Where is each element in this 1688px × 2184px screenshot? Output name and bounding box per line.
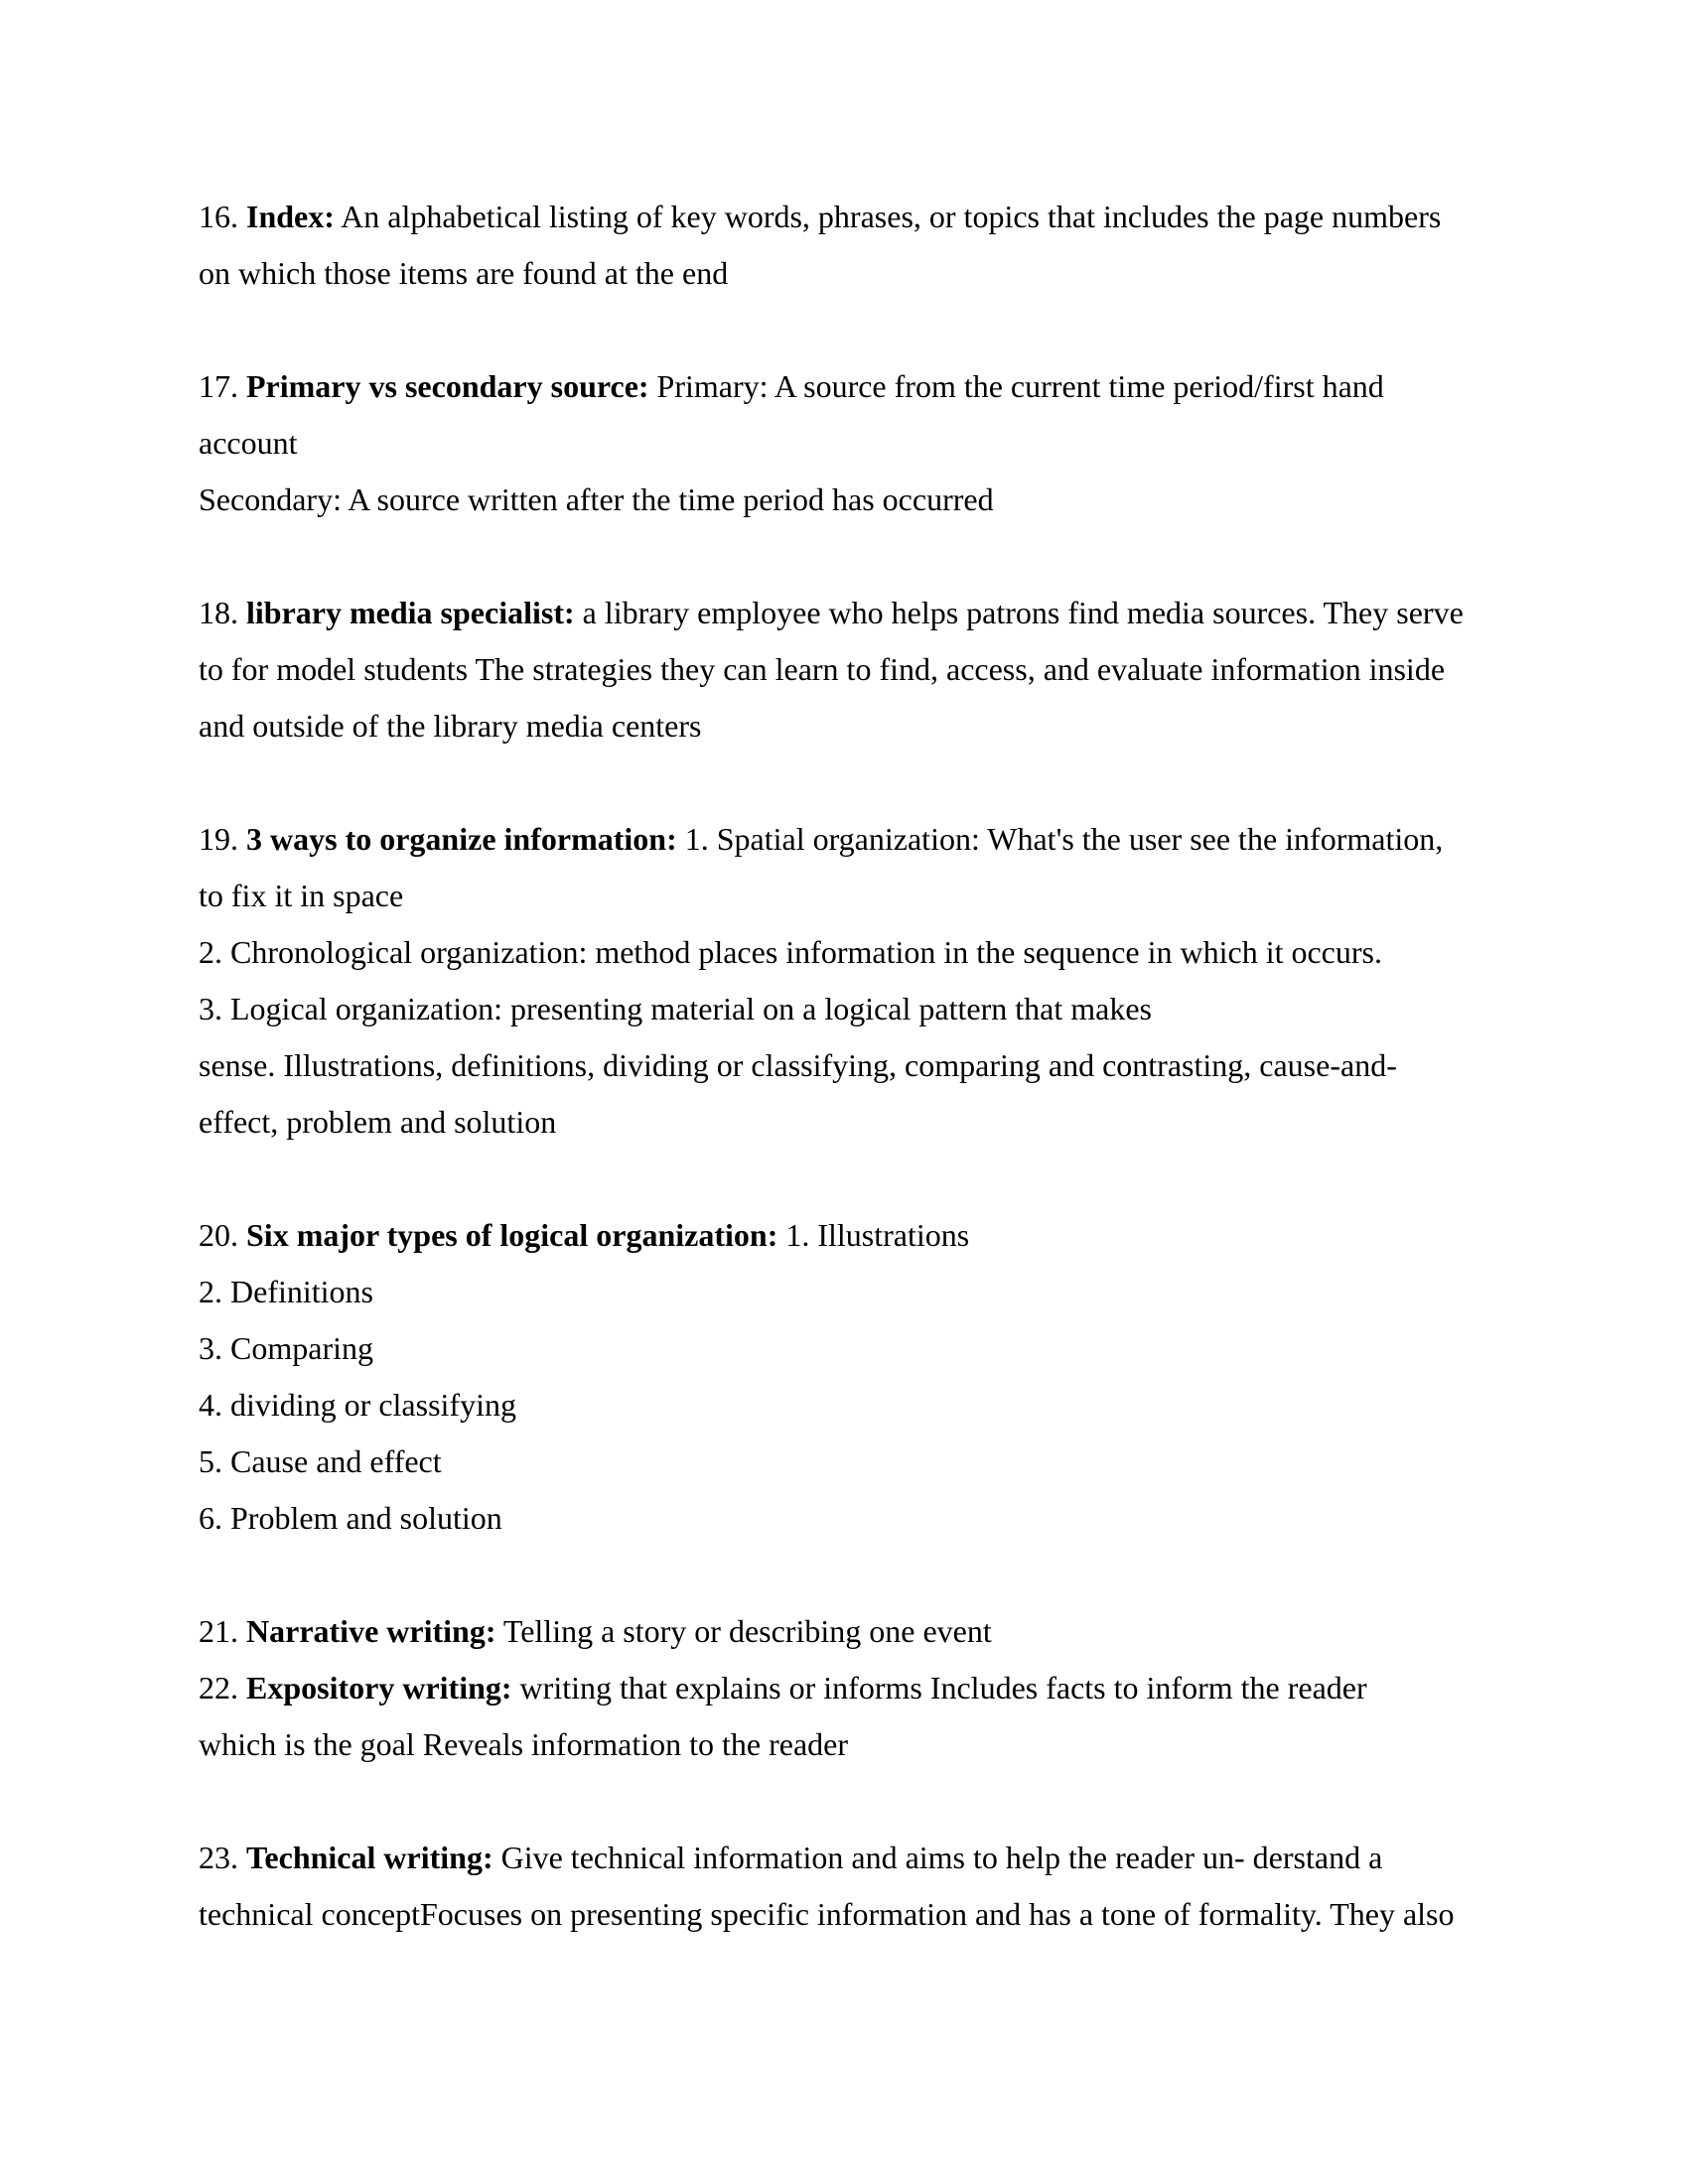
entry-text: 1. Illustrations — [777, 1217, 970, 1253]
entry-number: 17. — [199, 368, 238, 404]
entry-text: writing that explains or informs Includes facts to inform the reader — [511, 1670, 1367, 1706]
entry-19-line-4: 3. Logical organization: presenting material on a logical pattern that makes — [199, 991, 1152, 1026]
entry-19-line-6: effect, problem and solution — [199, 1104, 557, 1140]
entry-23-line-2: technical conceptFocuses on presenting specific information and has a tone of formality. They also — [199, 1896, 1455, 1932]
entry-20-line-2: 2. Definitions — [199, 1274, 373, 1309]
entry-19-line-3: 2. Chronological organization: method places information in the sequence in which it occurs. — [199, 934, 1382, 970]
entry-20-line-1 — [199, 1215, 969, 1255]
entry-text: a library employee who helps patrons find media sources. They serve — [574, 595, 1464, 630]
entry-number: 19. — [199, 821, 238, 857]
entry-17-line-3: Secondary: A source written after the time period has occurred — [199, 481, 994, 517]
entry-text: Give technical information and aims to help the reader un- derstand a — [492, 1840, 1383, 1875]
entry-term: Primary vs secondary source: — [246, 368, 649, 404]
entry-21-line-1 — [199, 1611, 992, 1651]
entry-number: 18. — [199, 595, 238, 630]
entry-18-line-2: to for model students The strategies they can learn to find, access, and evaluate information inside — [199, 651, 1446, 687]
entry-16-line-2: on which those items are found at the end — [199, 255, 729, 291]
entry-23-line-1 — [199, 1838, 1382, 1877]
entry-19-line-2: to fix it in space — [199, 878, 404, 913]
entry-term: Index: — [246, 199, 335, 234]
entry-text: Telling a story or describing one event — [495, 1613, 992, 1649]
entry-term: Six major types of logical organization: — [246, 1217, 778, 1253]
entry-18-line-3: and outside of the library media centers — [199, 708, 702, 744]
entry-term: Expository writing: — [246, 1670, 512, 1706]
entry-20-line-4: 4. dividing or classifying — [199, 1387, 516, 1423]
entry-22-line-1 — [199, 1668, 1367, 1707]
entry-term: Narrative writing: — [246, 1613, 496, 1649]
entry-number: 16. — [199, 199, 238, 234]
entry-19-line-5: sense. Illustrations, definitions, dividing or classifying, comparing and contrasting, cause-and- — [199, 1047, 1397, 1083]
entry-20-line-6: 6. Problem and solution — [199, 1500, 502, 1536]
entry-term: Technical writing: — [246, 1840, 493, 1875]
entry-number: 23. — [199, 1840, 238, 1875]
entry-20-line-3: 3. Comparing — [199, 1330, 373, 1366]
entry-term: library media specialist: — [246, 595, 575, 630]
entry-text: 1. Spatial organization: What's the user see the information, — [676, 821, 1444, 857]
entry-number: 20. — [199, 1217, 238, 1253]
entry-19-line-1 — [199, 819, 1443, 859]
entry-text: Primary: A source from the current time period/first hand — [648, 368, 1384, 404]
entry-17-line-1 — [199, 366, 1384, 406]
entry-18-line-1 — [199, 593, 1464, 632]
entry-text: An alphabetical listing of key words, phrases, or topics that includes the page numbers — [334, 199, 1442, 234]
entry-20-line-5: 5. Cause and effect — [199, 1443, 442, 1479]
entry-17-line-2: account — [199, 425, 298, 461]
entry-22-line-2: which is the goal Reveals information to the reader — [199, 1726, 849, 1762]
entry-number: 22. — [199, 1670, 238, 1706]
entry-term: 3 ways to organize information: — [246, 821, 677, 857]
entry-16-line-1 — [199, 197, 1441, 236]
entry-number: 21. — [199, 1613, 238, 1649]
